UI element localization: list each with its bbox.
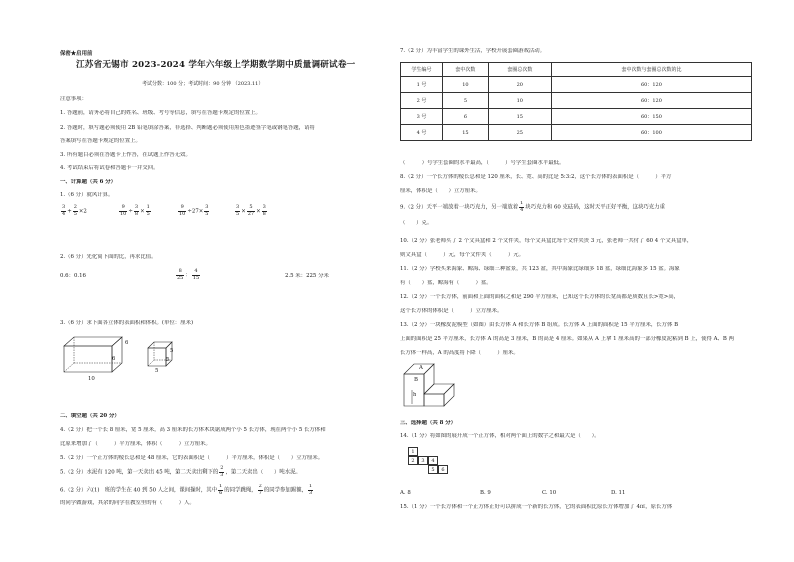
- question-12-line-2: 这个长方体的体积是（ ）立方厘米。: [400, 308, 503, 314]
- cuboid-depth-label: 6: [112, 356, 116, 362]
- note-4: 4. 考试结束后将试卷和答题卡一并交回。: [60, 165, 159, 171]
- question-2: 2.（6 分）先化简下面的比，再求比值。: [60, 254, 157, 260]
- question-8-line-1: 8.（2 分）一个长方体的棱长总和是 120 厘米，长、宽、高的比是 5:3:2，这个长方体的表面积是（ ）平方: [400, 174, 672, 180]
- table-cell: 6: [443, 109, 489, 125]
- model-label-a: A: [419, 365, 423, 371]
- table-cell: 1 号: [401, 77, 443, 93]
- exam-title: 江苏省无锡市 2023-2024 学年六年级上学期数学期中质量调研试卷一: [76, 60, 356, 70]
- note-2b: 答案填写在答题卡规定的位置上。: [60, 138, 141, 144]
- question-1: 1.（6 分）就风计算。: [60, 192, 114, 198]
- question-5: 5.（2 分）水泥有 120 吨，第一天卖出 45 吨，第二天卖出剩下的 $\frac{2}{3}$ ，第二天卖出（ ）吨水泥。: [60, 465, 301, 478]
- table-cell: 3 号: [401, 109, 443, 125]
- table-row: [401, 109, 752, 125]
- cuboid-height-label: 6: [125, 340, 129, 346]
- model-label-b: B: [414, 377, 418, 383]
- question-8-line-2: 厘米，体积是（ ）立方厘米。: [400, 188, 481, 194]
- question-4-line-1: 4.（2 分）把一个长 8 厘米，宽 5 厘米，高 3 厘米的长方体木块锯成两个小 5 长方体，现在两个小 5 长方体和: [60, 427, 326, 433]
- step-model-figure: [402, 360, 462, 410]
- exam-meta: 考试分数：100 分；考试时间：90 分钟 （2023.11）: [142, 81, 264, 87]
- cube-depth-label: 5: [166, 357, 170, 363]
- option-d: D. 11: [611, 490, 626, 496]
- table-header-row: [401, 63, 752, 77]
- model-label-h: h: [413, 392, 417, 398]
- question-13-line-3: 长方体一样高，A 的高度将下降（ ）厘米。: [400, 350, 519, 356]
- note-3: 3. 所有题目必须在答题卡上作答，在试题上作答无效。: [60, 152, 191, 158]
- question-7: 7.（2 分）为丰富学生的课外生活，学校开展套圈游戏活动。: [400, 48, 546, 54]
- option-c: C. 10: [542, 490, 557, 496]
- net-cell: 6: [438, 465, 448, 474]
- option-a: A. 8: [400, 490, 411, 496]
- option-b: B. 9: [480, 490, 491, 496]
- question-12-line-1: 12.（2 分）一个长方体，前面和上面的面积之和是 290 平方厘米，已知这个长方体的长宽高都是质数且长>宽>高，: [400, 294, 680, 300]
- table-header-cell: 学生编号: [401, 63, 443, 77]
- table-header-cell: 套中次数与套圈总次数的比: [551, 63, 751, 77]
- ratio-3: 2.5 米：225 分米: [285, 273, 329, 279]
- table-row: [401, 77, 752, 93]
- table-cell: 25: [488, 125, 551, 141]
- table-cell: 2 号: [401, 93, 443, 109]
- question-3: 3.（6 分）求下面各立体的表面积和体积。(单位：厘米): [60, 320, 194, 326]
- cuboid-width-label: 10: [88, 376, 95, 382]
- question-6-line-2: 的同学做游戏，其余的同学在教室里的有（ ）人。: [60, 500, 195, 506]
- table-cell: 4 号: [401, 125, 443, 141]
- table-cell: 15: [443, 125, 489, 141]
- table-header-cell: 套中次数: [443, 63, 489, 77]
- ratio-1: 0.6：0.16: [60, 273, 86, 279]
- net-cell: 4: [428, 456, 438, 465]
- table-cell: 60：150: [551, 109, 751, 125]
- table-cell: 10: [488, 93, 551, 109]
- confidential-label: 保密★启用前: [60, 51, 93, 57]
- section-3-heading: 三、选择题（共 8 分）: [400, 420, 457, 426]
- question-10-line-1: 10.（2 分）张老师买了 2 个文具盒和 2 个文件夹，每个文具盒比每个文件夹贵 3 元，张老师一共付了 60 4 个文具盒单，: [400, 238, 693, 244]
- notes-title: 注意事项：: [60, 96, 87, 102]
- question-6-line-1: 6.（2 分）六(1) 班的学生在 40 到 50 人之间，课间操时，其中 $\frac{1}{6}$ 的同学跳绳， $\frac{2}{7}$ 的同学参加踢毽， $\frac{1}{3}$: [60, 484, 313, 496]
- table-cell: 60：120: [551, 93, 751, 109]
- net-cell: 5: [428, 465, 438, 474]
- question-4-line-2: 比原来增加了（ ）平方厘米，体积（ ）立方厘米。: [60, 441, 211, 447]
- table-cell: 15: [488, 109, 551, 125]
- question-13-line-1: 13.（2 分）一块橡皮泥模型（如图）由长方体 A 和长方体 B 组成。长方体 A 上面的面积是 15 平方厘米，长方体 B: [400, 322, 679, 328]
- question-9-line-1: 9.（2 分）天平一端放着一块巧克力，另一端放着 $\frac{1}{4}$ 块巧克力和 60 克砝码，这时天平正好平衡，这块巧克力重: [400, 201, 665, 213]
- question-10-line-2: 则文具盒（ ）元，每个文件夹（ ）元。: [400, 252, 524, 258]
- table-header-cell: 套圈总次数: [488, 63, 551, 77]
- question-15: 15.（1 分）一个长方体和一个正方体正好可以拼成一个新的长方体，它的表面积比原长方体增加了 4㎡，原长方体: [400, 504, 673, 510]
- table-cell: 5: [443, 93, 489, 109]
- section-1-heading: 一、计算题（共 6 分）: [60, 179, 117, 185]
- net-cell: 2: [408, 456, 418, 465]
- note-1: 1. 答题前，请务必将自己的姓名、班级、考号等信息，填写在答题卡规定的位置上。: [60, 110, 261, 116]
- question-7-answer: （ ）号学生套圈的水平最高，（ ）号学生套圈水平最低。: [400, 160, 565, 166]
- table-cell: 60：100: [551, 125, 751, 141]
- expression-1: $\frac{3}{4}$ + $\frac{2}{5}$ ×2: [62, 204, 87, 217]
- net-cell: 1: [408, 447, 418, 456]
- question-4-line-3: 5.（2 分）一个正方体的棱长总和是 48 厘米，它的表面积是（ ）平方厘米，体积是（ ）立方厘米。: [60, 455, 324, 461]
- question-9-line-2: （ ）克。: [400, 220, 433, 226]
- expression-3: $\frac{9}{10}$ ÷27× $\frac{3}{5}$: [179, 204, 209, 217]
- cube-width-label: 5: [155, 368, 159, 374]
- section-2-heading: 二、填空题（共 20 分）: [60, 413, 120, 419]
- question-13-line-2: 上面的面积是 25 平方厘米，长方体 A 的高是 3 厘米，B 的高是 4 厘米。如果从 A 上拿 1 厘米高的一部分橡皮泥粘到 B 上，使得 A、B 两: [400, 336, 734, 342]
- ratio-2: $\frac{8}{25}$ ： $\frac{4}{15}$: [177, 268, 200, 281]
- note-2: 2. 答题时，填写题必须使用 2B 铅笔填涂答案，非选择、判断题必须使用黑色墨迹签字笔或钢笔答题，请将: [60, 125, 315, 131]
- expression-4: $\frac{3}{5}$ × $\frac{5}{27}$ × $\frac{3}{8}$: [236, 204, 266, 217]
- cube-height-label: 5: [170, 348, 174, 354]
- question-11-line-1: 11.（2 分）学校买来海象、鲸海、绿细三种盆景，共 123 盆，其中海象比绿细多 18 盆，绿细比海象多 15 盆。海象: [400, 266, 680, 272]
- table-row: [401, 93, 752, 109]
- table-cell: 20: [488, 77, 551, 93]
- net-cell: 3: [418, 456, 428, 465]
- question-11-line-2: 有（ ）盆，鲸海有（ ）盆。: [400, 280, 492, 286]
- cuboid-figure: [62, 334, 132, 376]
- table-cell: 60：120: [551, 77, 751, 93]
- expression-2: $\frac{9}{10}$ ÷ $\frac{3}{8}$ × $\frac{1}{5}$: [120, 204, 150, 217]
- ring-toss-table: [400, 62, 752, 141]
- table-cell: 10: [443, 77, 489, 93]
- table-row: [401, 125, 752, 141]
- question-14: 14.（1 分）将如图的展开成一个正方体，相对两个面上的数字之和最大是（ ）。: [400, 433, 600, 439]
